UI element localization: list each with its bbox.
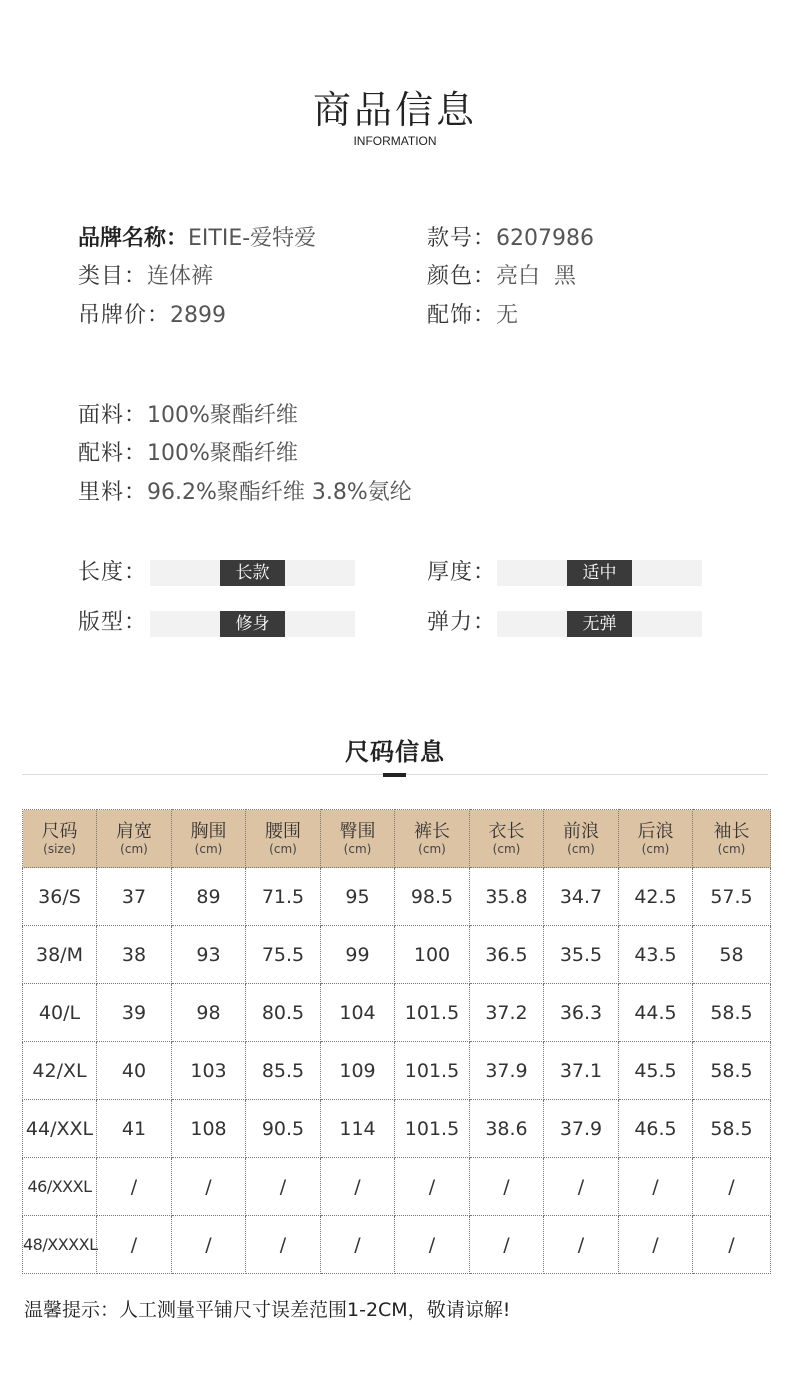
fabric-label: 面料：: [78, 403, 148, 428]
measurement-cell: 41: [97, 1100, 172, 1158]
measurement-cell: 58: [693, 926, 771, 984]
header-cell: [246, 810, 321, 868]
color-value: 亮白 黑: [496, 264, 577, 289]
trim-value: 100%聚酯纤维: [147, 441, 298, 466]
stretch-tag: 无弹: [567, 611, 632, 637]
table-row: [23, 1216, 771, 1274]
measurement-cell: 35.5: [544, 926, 619, 984]
measurement-cell: 35.8: [470, 868, 544, 926]
measurement-cell: 42.5: [619, 868, 693, 926]
measurement-cell: 99: [321, 926, 395, 984]
measurement-cell: 108: [172, 1100, 246, 1158]
header-unit: (cm): [717, 841, 746, 856]
size-section-title: 尺码信息: [345, 738, 445, 766]
measurement-cell: 93: [172, 926, 246, 984]
header-label: 臀围: [339, 820, 376, 842]
measurement-cell: /: [246, 1216, 321, 1274]
measurement-cell: 57.5: [693, 868, 771, 926]
header-cell: [619, 810, 693, 868]
measurement-cell: 95: [321, 868, 395, 926]
header-cell: [321, 810, 395, 868]
page-subtitle: INFORMATION: [353, 134, 437, 148]
measurement-cell: 58.5: [693, 984, 771, 1042]
page-title: 商品信息: [312, 88, 477, 132]
accessory-value: 无: [496, 303, 519, 328]
fit-scale: [150, 611, 355, 637]
measurement-cell: /: [172, 1158, 246, 1216]
measurement-cell: /: [693, 1216, 771, 1274]
measurement-cell: 45.5: [619, 1042, 693, 1100]
header-unit: (cm): [343, 841, 372, 856]
measurement-cell: 90.5: [246, 1100, 321, 1158]
measurement-cell: 43.5: [619, 926, 693, 984]
table-row: [23, 984, 771, 1042]
measurement-cell: 100: [395, 926, 470, 984]
price-row: [78, 301, 226, 331]
measurement-tip: 温馨提示：人工测量平铺尺寸误差范围1-2CM，敬请谅解!: [24, 1299, 511, 1321]
header-cell: [544, 810, 619, 868]
header-label: 胸围: [190, 820, 227, 842]
measurement-cell: 46.5: [619, 1100, 693, 1158]
measurement-cell: 36.3: [544, 984, 619, 1042]
measurement-cell: 58.5: [693, 1042, 771, 1100]
measurement-cell: /: [321, 1216, 395, 1274]
measurement-cell: /: [97, 1216, 172, 1274]
brand-row: [78, 224, 316, 254]
measurement-cell: 36.5: [470, 926, 544, 984]
category-value: 连体裤: [147, 264, 214, 289]
lining-value: 96.2%聚酯纤维 3.8%氨纶: [147, 480, 412, 505]
measurement-cell: /: [544, 1158, 619, 1216]
header-unit: (cm): [194, 841, 223, 856]
measurement-cell: 85.5: [246, 1042, 321, 1100]
style-no-row: [427, 224, 594, 254]
length-scale: [150, 560, 355, 586]
measurement-cell: 44.5: [619, 984, 693, 1042]
measurement-cell: 114: [321, 1100, 395, 1158]
measurement-cell: 80.5: [246, 984, 321, 1042]
color-row: [427, 262, 576, 292]
measurement-cell: /: [321, 1158, 395, 1216]
thickness-label: 厚度：: [427, 560, 497, 585]
fit-tag: 修身: [220, 611, 285, 637]
measurement-cell: 38: [97, 926, 172, 984]
header-label: 裤长: [414, 820, 450, 842]
measurement-cell: 98.5: [395, 868, 470, 926]
size-cell: 42/XL: [23, 1042, 97, 1100]
style-no-label: 款号：: [427, 226, 497, 251]
measurement-cell: /: [693, 1158, 771, 1216]
measurement-cell: 103: [172, 1042, 246, 1100]
header-unit: (size): [43, 841, 76, 856]
trim-row: [78, 439, 298, 469]
size-cell: 36/S: [23, 868, 97, 926]
accessory-label: 配饰：: [427, 303, 497, 328]
measurement-cell: 37.2: [470, 984, 544, 1042]
measurement-cell: 101.5: [395, 984, 470, 1042]
color-label: 颜色：: [427, 264, 497, 289]
size-cell: 38/M: [23, 926, 97, 984]
header-cell: [97, 810, 172, 868]
measurement-cell: 37.1: [544, 1042, 619, 1100]
header-cell: [23, 810, 97, 868]
table-row: [23, 926, 771, 984]
fabric-value: 100%聚酯纤维: [147, 403, 298, 428]
measurement-cell: 40: [97, 1042, 172, 1100]
stretch-label: 弹力：: [427, 610, 497, 635]
size-table: [22, 809, 771, 1274]
measurement-cell: /: [619, 1158, 693, 1216]
measurement-cell: 39: [97, 984, 172, 1042]
brand-value: EITIE-爱特爱: [188, 226, 317, 251]
measurement-cell: /: [395, 1158, 470, 1216]
size-cell: 40/L: [23, 984, 97, 1042]
header-label: 衣长: [488, 820, 525, 842]
measurement-cell: /: [246, 1158, 321, 1216]
style-no-value: 6207986: [496, 226, 594, 251]
fabric-row: [78, 401, 298, 431]
category-row: [78, 262, 213, 292]
measurement-cell: 101.5: [395, 1100, 470, 1158]
measurement-cell: /: [619, 1216, 693, 1274]
fit-label: 版型：: [78, 610, 148, 635]
measurement-cell: /: [97, 1158, 172, 1216]
measurement-cell: 37: [97, 868, 172, 926]
header-cell: [395, 810, 470, 868]
price-value: 2899: [170, 303, 227, 328]
size-cell: 48/XXXXL: [23, 1216, 97, 1274]
header-unit: (cm): [120, 841, 148, 856]
thickness-scale: [497, 560, 702, 586]
measurement-cell: 37.9: [470, 1042, 544, 1100]
header-label: 袖长: [713, 820, 750, 842]
header-unit: (cm): [492, 841, 521, 856]
measurement-cell: /: [470, 1158, 544, 1216]
measurement-cell: /: [544, 1216, 619, 1274]
header-label: 肩宽: [116, 820, 152, 842]
header-cell: [172, 810, 246, 868]
accessory-row: [427, 301, 518, 331]
header-label: 腰围: [265, 820, 301, 842]
measurement-cell: 37.9: [544, 1100, 619, 1158]
lining-label: 里料：: [78, 480, 148, 505]
stretch-scale: [497, 611, 702, 637]
category-label: 类目：: [78, 264, 148, 289]
brand-label: 品牌名称：: [78, 226, 189, 251]
measurement-cell: /: [172, 1216, 246, 1274]
header-unit: (cm): [567, 841, 595, 856]
header-unit: (cm): [641, 841, 670, 856]
header-cell: [470, 810, 544, 868]
measurement-cell: 34.7: [544, 868, 619, 926]
price-label: 吊牌价：: [78, 303, 171, 328]
thickness-tag: 适中: [567, 560, 632, 586]
measurement-cell: 109: [321, 1042, 395, 1100]
header-unit: (cm): [418, 841, 446, 856]
header-cell: [693, 810, 771, 868]
table-row: [23, 1042, 771, 1100]
table-row: [23, 1100, 771, 1158]
length-label: 长度：: [78, 560, 148, 585]
measurement-cell: 71.5: [246, 868, 321, 926]
measurement-cell: 38.6: [470, 1100, 544, 1158]
size-table-body: [23, 868, 771, 1274]
measurement-cell: /: [470, 1216, 544, 1274]
lining-row: [78, 478, 412, 508]
measurement-cell: 98: [172, 984, 246, 1042]
size-cell: 46/XXXL: [23, 1158, 97, 1216]
size-table-header: [23, 810, 771, 868]
header-label: 前浪: [563, 820, 599, 842]
measurement-cell: 101.5: [395, 1042, 470, 1100]
size-cell: 44/XXL: [23, 1100, 97, 1158]
header-unit: (cm): [269, 841, 297, 856]
length-tag: 长款: [220, 560, 285, 586]
table-row: [23, 868, 771, 926]
measurement-cell: 75.5: [246, 926, 321, 984]
trim-label: 配料：: [78, 441, 148, 466]
header-label: 尺码: [41, 820, 78, 842]
table-row: [23, 1158, 771, 1216]
measurement-cell: 104: [321, 984, 395, 1042]
section-underline-mark: [383, 773, 406, 777]
measurement-cell: 58.5: [693, 1100, 771, 1158]
header-label: 后浪: [637, 820, 674, 842]
measurement-cell: /: [395, 1216, 470, 1274]
measurement-cell: 89: [172, 868, 246, 926]
